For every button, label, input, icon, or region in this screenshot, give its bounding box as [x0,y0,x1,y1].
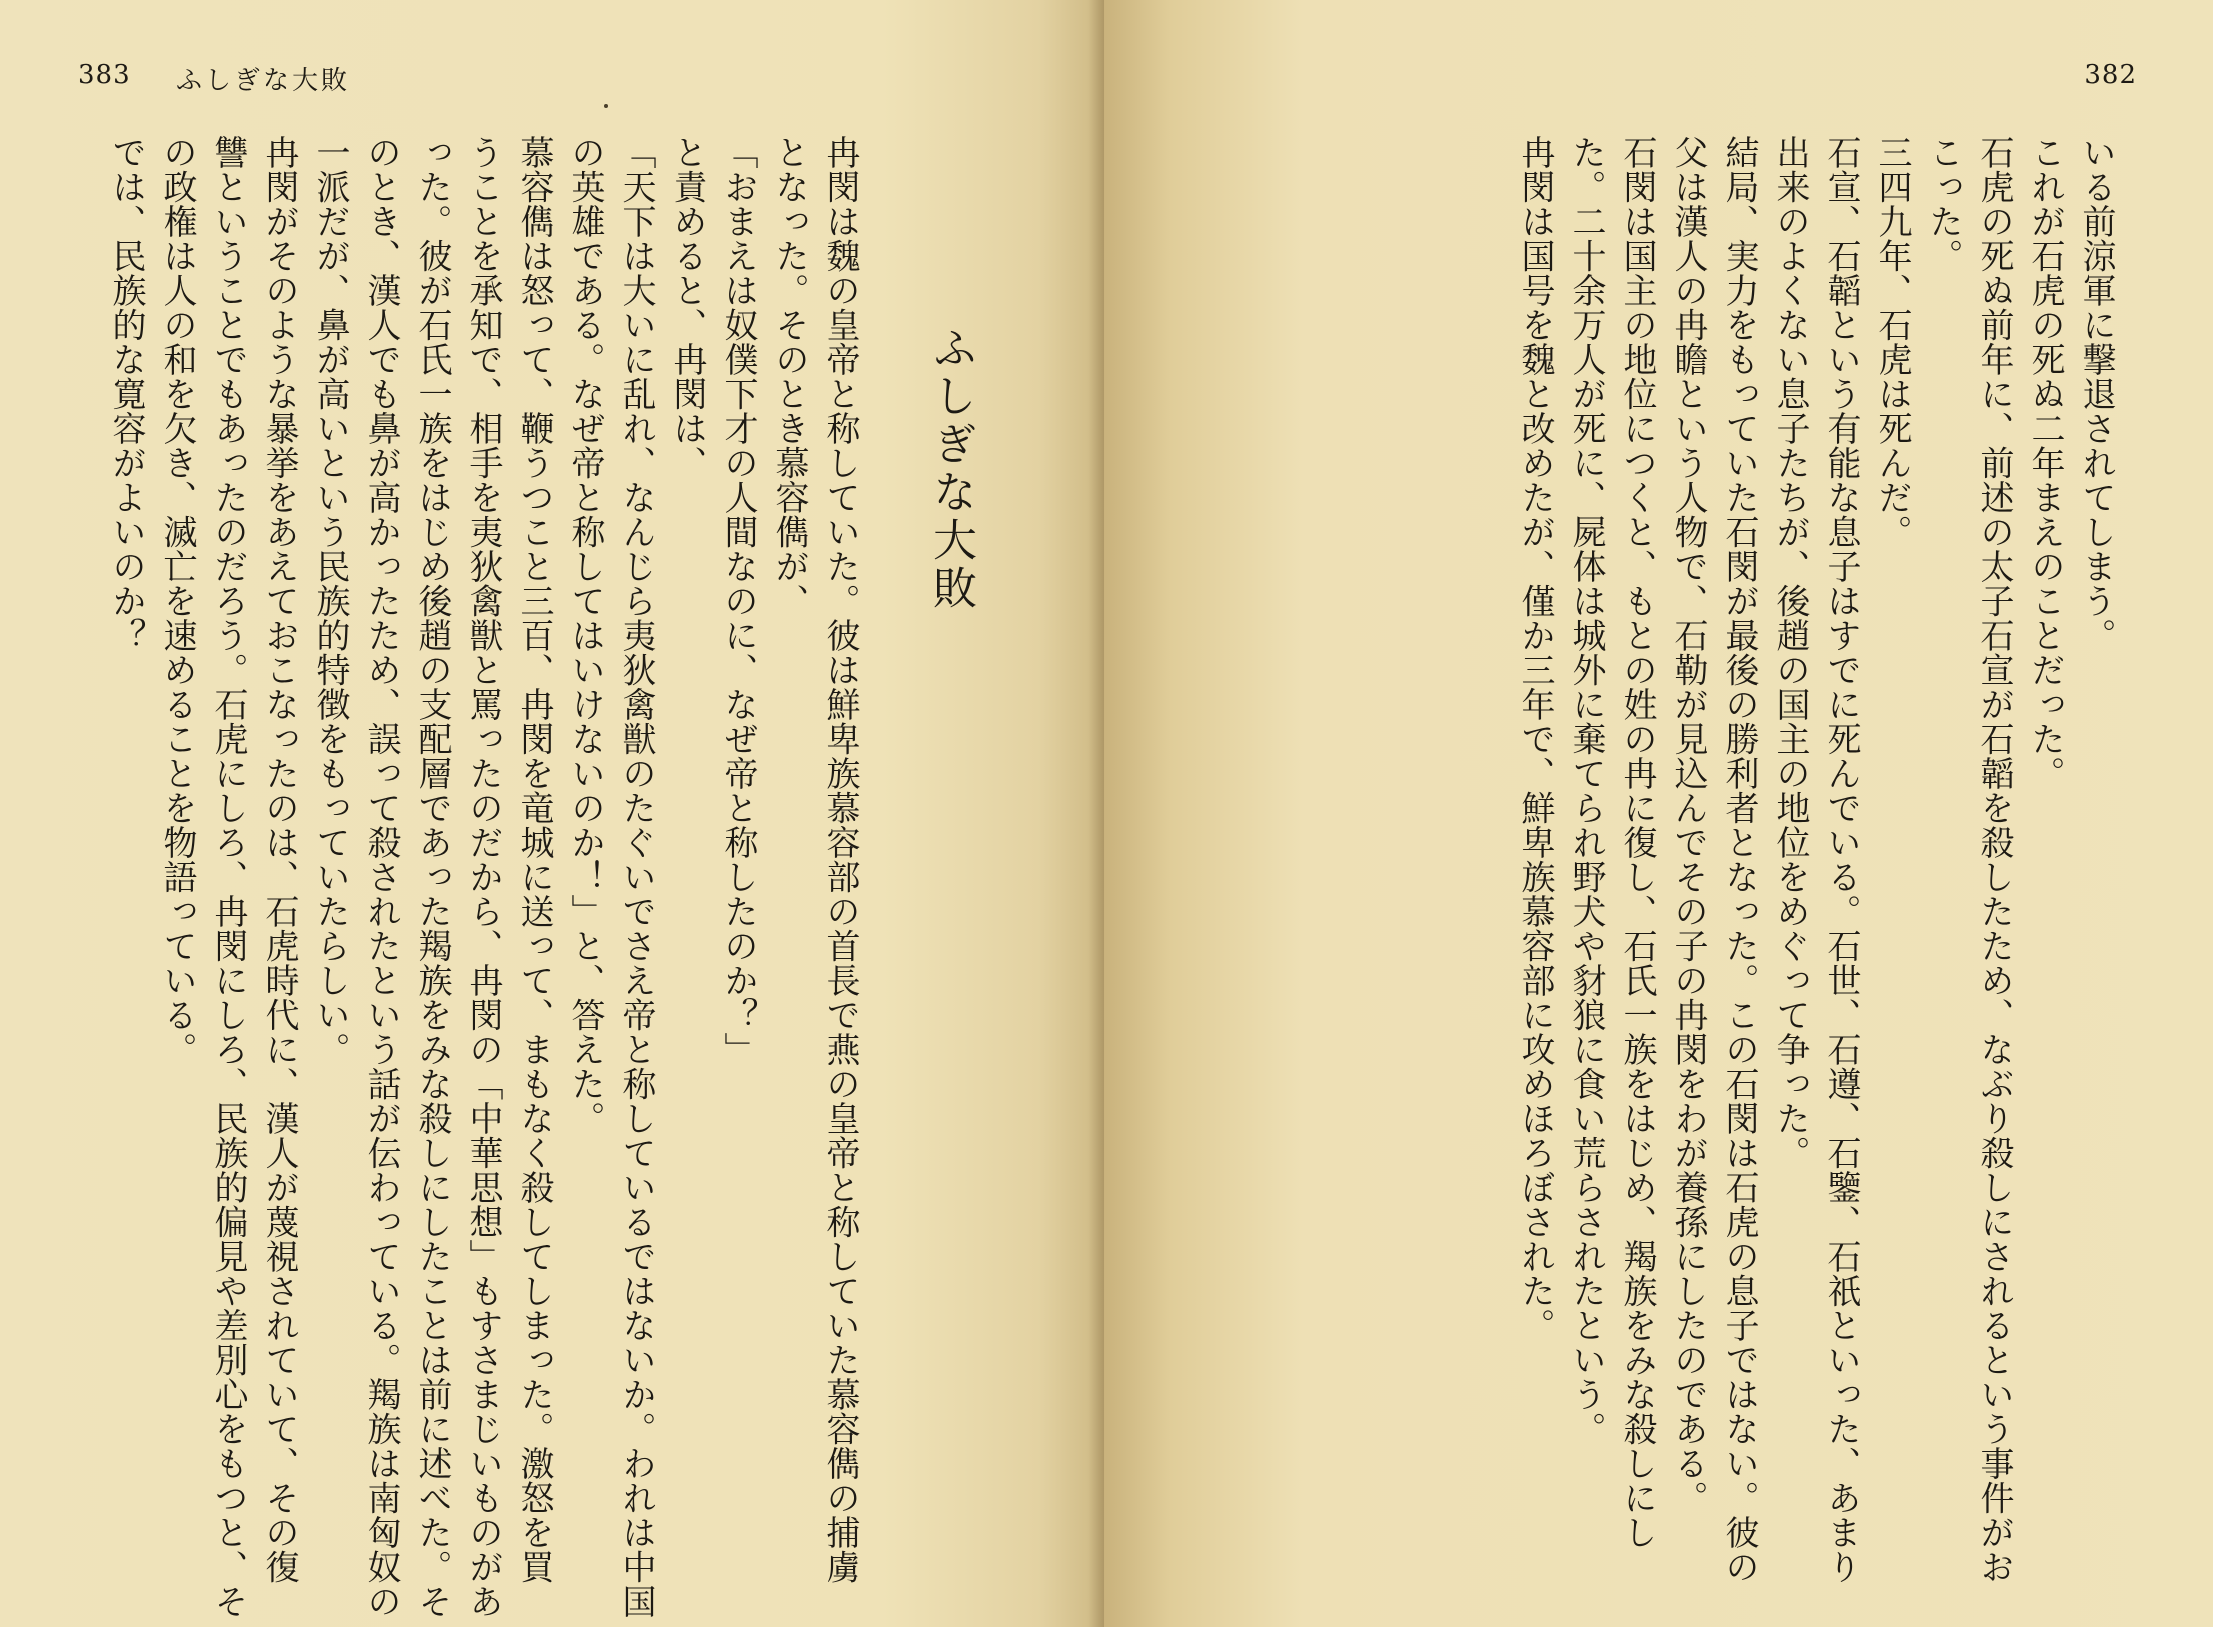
page-number-right: 382 [2084,60,2137,90]
right-page [1104,0,2213,1627]
text-line: 三四九年、石虎は死んだ。 [1872,135,1912,549]
text-line: た。二十余万人が死に、屍体は城外に棄てられ野犬や豺狼に食い荒らされたという。 [1566,135,1606,1446]
text-line: の政権は人の和を欠き、滅亡を速めることを物語っている。 [157,135,197,1067]
running-head: ふしぎな大敗 [176,66,351,96]
text-line: 石閔は国主の地位につくと、もとの姓の冉に復し、石氏一族をはじめ、羯族をみな殺しにし [1617,135,1657,1550]
text-line: 結局、実力をもっていた石閔が最後の勝利者となった。この石閔は石虎の息子ではない。彼の [1719,135,1759,1584]
chapter-title: ふしぎな大敗 [925,325,976,613]
text-line: 讐ということでもあったのだろう。石虎にしろ、冉閔にしろ、民族的偏見や差別心をもつと、そ [208,135,248,1619]
text-line: 石宣、石韜という有能な息子はすでに死んでいる。石世、石遵、石鑒、石祇といった、あまり [1821,135,1861,1584]
text-line: 「天下は大いに乱れ、なんじら夷狄禽獣のたぐいでさえ帝と称しているではないか。われは中国 [616,135,656,1619]
text-line: これが石虎の死ぬ二年まえのことだった。 [2025,135,2065,791]
text-line: 冉閔は魏の皇帝と称していた。彼は鮮卑族慕容部の首長で燕の皇帝と称していた慕容儁の捕虜 [820,135,860,1584]
page-number-left: 383 [78,60,131,90]
text-line: 父は漢人の冉瞻という人物で、石勒が見込んでその子の冉閔をわが養孫にしたのである。 [1668,135,1708,1515]
text-line: こった。 [1923,135,1963,273]
text-line: のとき、漢人でも鼻が高かったため、誤って殺されたという話が伝わっている。羯族は南匈奴の [361,135,401,1619]
left-page [0,0,1104,1627]
text-line: 冉閔は国号を魏と改めたが、僅か三年で、鮮卑族慕容部に攻めほろぼされた。 [1515,135,1555,1343]
text-line: 一派だが、鼻が高いという民族的特徴をもっていたらしい。 [310,135,350,1067]
text-line: 慕容儁は怒って、鞭うつこと三百、冉閔を竜城に送って、まもなく殺してしまった。激怒を買 [514,135,554,1584]
text-line: となった。そのとき慕容儁が、 [769,135,809,618]
text-line: では、民族的な寛容がよいのか？ [106,135,146,653]
text-line: 冉閔がそのような暴挙をあえておこなったのは、石虎時代に、漢人が蔑視されていて、その復 [259,135,299,1584]
print-speck [604,104,608,108]
text-line: 出来のよくない息子たちが、後趙の国主の地位をめぐって争った。 [1770,135,1810,1170]
text-line: った。彼が石氏一族をはじめ後趙の支配層であった羯族をみな殺しにしたことは前に述べた。そ [412,135,452,1619]
left-body-text [100,135,1022,1619]
text-line: の英雄である。なぜ帝と称してはいけないのか！」と、答えた。 [565,135,605,1136]
text-line: いる前涼軍に撃退されてしまう。 [2076,135,2116,653]
text-line: うことを承知で、相手を夷狄禽獣と罵ったのだから、冉閔の「中華思想」もすさまじいものがあ [463,135,503,1619]
text-line: 「おまえは奴僕下才の人間なのに、なぜ帝と称したのか？」 [718,135,758,1067]
text-line: 石虎の死ぬ前年に、前述の太子石宣が石韜を殺したため、なぶり殺しにされるという事件がお [1974,135,2014,1584]
right-body-text [1509,135,2121,1584]
text-line: と責めると、冉閔は、 [667,135,707,480]
